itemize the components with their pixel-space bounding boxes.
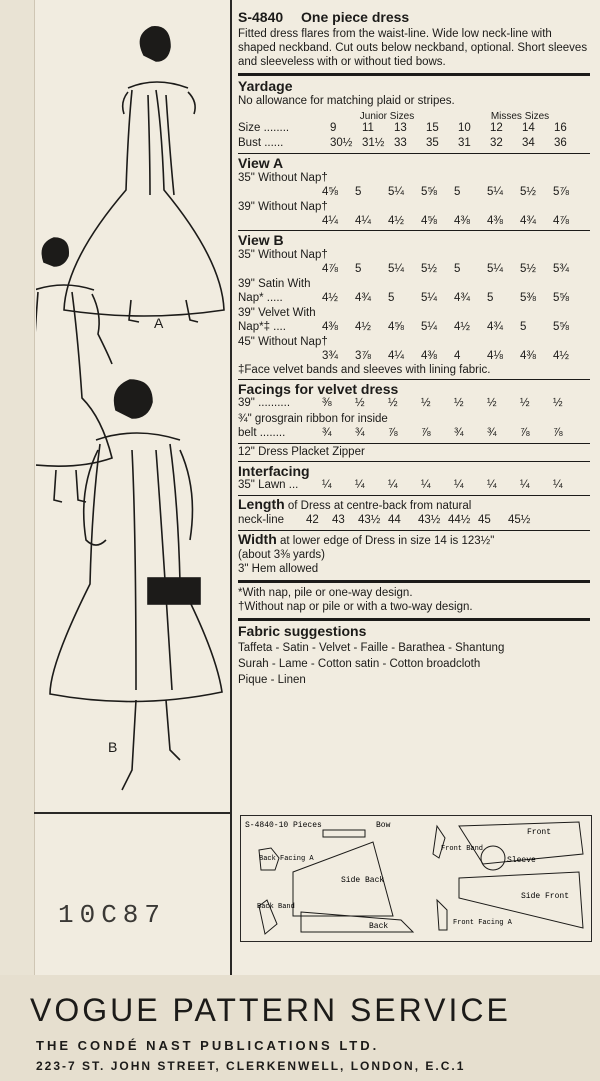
fabric-heading: Fabric suggestions [238,623,367,639]
fabric-line: Taffeta - Satin - Velvet - Faille - Barathea - Shantung [238,642,505,654]
facings-value: ½ [355,397,365,409]
view-b-yardage-value: 4⅜ [322,321,338,333]
size-value: 12 [490,122,503,134]
view-a-yardage-value: 5¼ [388,186,404,198]
ribbon-value: ¾ [355,427,365,439]
piece-sleeve: Sleeve [507,856,536,865]
view-b-yardage-value: 4 [454,350,461,362]
view-b-yardage-value: 4¾ [454,292,470,304]
ribbon-value: ⅞ [388,427,398,439]
view-a-yardage-value: 4⅜ [487,215,503,227]
size-value: 15 [426,122,439,134]
ribbon-label: belt ........ [238,427,286,439]
velvet-footnote: ‡Face velvet bands and sleeves with lining fabric. [238,364,491,376]
length-value: 44½ [448,514,471,526]
interfacing-label: 35" Lawn ... [238,479,299,491]
specs-column [238,10,590,688]
interfacing-value: ¼ [487,479,497,491]
length-value: 45 [478,514,491,526]
width-text: at lower edge of Dress in size 14 is 123½" [279,535,495,547]
size-value: 13 [394,122,407,134]
view-b-yardage-value: 4¾ [487,321,503,333]
view-a-yardage-value: 4¼ [355,215,371,227]
view-b-yardage-value: 5¼ [388,263,404,275]
view-b-yardage-value: 5½ [421,263,437,275]
no-nap-note: †Without nap or pile or with a two-way design. [238,601,473,613]
hem-allowance: 3" Hem allowed [238,563,319,575]
view-b-row-label-2: Nap*‡ .... [238,321,286,333]
yardage-note: No allowance for matching plaid or stripes. [238,95,455,107]
bust-label: Bust ...... [238,137,284,149]
view-b-yardage-value: 5⅝ [553,292,569,304]
view-a-yardage-value: 5½ [520,186,536,198]
ribbon-value: ¾ [487,427,497,439]
pattern-description: Fitted dress flares from the waist-line. Wide low neck-line with shaped neckband. Cut outs below neckband, optional. Short sleeves and sleeveless with or without tied bows. [238,28,588,68]
ribbon-value: ¾ [322,427,332,439]
ribbon-value: ⅞ [520,427,530,439]
bust-value: 33 [394,137,407,149]
ribbon-value: ¾ [454,427,464,439]
view-b-yardage-value: 5 [520,321,527,333]
pieces-title: S-4840-10 Pieces [245,821,322,830]
bust-value: 30½ [330,137,353,149]
interfacing-value: ¼ [421,479,431,491]
size-value: 14 [522,122,535,134]
facings-value: ½ [454,397,464,409]
view-a-yardage-value: 5 [355,186,362,198]
pattern-title: One piece dress [301,9,410,25]
bust-row [238,136,590,151]
view-b-yardage-value: 4½ [322,292,338,304]
view-b-letter: B [108,739,118,755]
facings-value: ⅜ [322,397,332,409]
interfacing-value: ¼ [388,479,398,491]
section-rule [238,495,590,496]
view-b-yardage-value: 4½ [553,350,569,362]
view-a-row-values [238,214,590,228]
view-b-yardage-value: 5 [355,263,362,275]
piece-back-facing: Back Facing A [259,855,314,863]
view-b-row-label-2: Nap* ..... [238,292,283,304]
left-divider [34,812,230,814]
length-label: neck-line [238,514,285,526]
interfacing-heading: Interfacing [238,463,310,479]
size-value: 9 [330,122,337,134]
view-b-yardage-value: 5¼ [421,292,437,304]
section-rule [238,461,590,462]
view-b-row-values [238,349,590,363]
pattern-header [238,10,590,24]
facings-value: ½ [388,397,398,409]
view-b-yardage-value: 5¼ [487,263,503,275]
fabric-list [238,640,590,688]
interfacing-value: ¼ [355,479,365,491]
view-a-yardage-value: 4⅜ [454,215,470,227]
view-b-yardage-value: 4⅝ [388,321,404,333]
view-b-heading: View B [238,232,284,248]
view-b-yardage-value: 4¾ [355,292,371,304]
junior-sizes-label: Junior Sizes [359,111,415,122]
facings-value: ½ [421,397,431,409]
address: 223-7 ST. JOHN STREET, CLERKENWELL, LONDON, E.C.1 [36,1059,466,1073]
view-b-row-label: 39" Velvet With [238,307,316,319]
dress-illustrations [36,0,230,810]
brand-name: VOGUE PATTERN SERVICE [30,992,511,1028]
view-a-yardage-value: 5¼ [487,186,503,198]
section-rule [238,73,590,76]
zipper-line: 12" Dress Placket Zipper [238,446,365,458]
misses-sizes-label: Misses Sizes [490,111,550,122]
view-b-yardage-value: 5 [454,263,461,275]
size-value: 11 [362,122,374,134]
piece-side-front: Side Front [521,892,570,901]
view-a-yardage-value: 4¼ [322,215,338,227]
width-heading: Width [238,531,277,547]
length-row [238,513,590,528]
size-value: 16 [554,122,567,134]
view-a-yardage-value: 4½ [388,215,404,227]
section-rule [238,230,590,231]
bust-value: 31 [458,137,471,149]
view-b-yardage-value: 5 [487,292,494,304]
view-b-yardage-value: 5¾ [553,263,569,275]
interfacing-value: ¼ [553,479,563,491]
publisher: THE CONDÉ NAST PUBLICATIONS LTD. [36,1038,380,1053]
piece-front-facing: Front Facing A [453,919,512,927]
view-b-yardage-value: 4½ [355,321,371,333]
view-b-row-values [238,320,590,334]
view-b-rows [238,248,590,363]
length-value: 43 [332,514,345,526]
fabric-line: Surah - Lame - Cotton satin - Cotton broadcloth [238,658,481,670]
view-a-yardage-value: 5⅝ [421,186,437,198]
bust-value: 31½ [362,137,385,149]
length-value: 44 [388,514,401,526]
size-groups [322,110,590,121]
size-label: Size ........ [238,122,290,134]
pattern-number: S-4840 [238,9,284,25]
interfacing-value: ¼ [454,479,464,491]
bust-value: 35 [426,137,439,149]
length-value: 43½ [418,514,441,526]
length-heading: Length [238,496,285,512]
piece-side-back: Side Back [341,876,385,885]
section-rule [238,530,590,531]
view-b-row-label: 45" Without Nap† [238,336,328,348]
view-a-rows [238,171,590,228]
facings-value: ½ [553,397,563,409]
section-rule [238,618,590,621]
view-b-yardage-value: 3⅞ [355,350,371,362]
view-a-yardage-value: 5 [454,186,461,198]
piece-back: Back [369,922,389,931]
fabric-line: Pique - Linen [238,674,306,686]
view-b-yardage-value: 3¾ [322,350,338,362]
width-line [238,532,590,548]
view-b-yardage-value: 4⅜ [520,350,536,362]
lot-number: 10C87 [58,900,167,930]
ribbon-row [238,426,590,441]
piece-front: Front [527,828,552,837]
facings-value: ½ [520,397,530,409]
section-rule [238,580,590,583]
view-a-yardage-value: 4⅞ [553,215,569,227]
piece-front-band: Front Band [441,845,484,853]
view-b-yardage-value: 5⅝ [553,321,569,333]
size-row [238,121,590,136]
section-rule [238,153,590,154]
view-b-yardage-value: 5¼ [421,321,437,333]
view-a-yardage-value: 4⅝ [421,215,437,227]
bust-value: 32 [490,137,503,149]
section-rule [238,379,590,380]
view-b-yardage-value: 4⅜ [421,350,437,362]
bust-value: 34 [522,137,535,149]
view-b-row-values [238,291,590,305]
view-b-yardage-value: 4¼ [388,350,404,362]
facings-heading: Facings for velvet dress [238,381,399,397]
yardage-heading: Yardage [238,78,293,94]
ribbon-value: ⅞ [421,427,431,439]
length-text: of Dress at centre-back from natural [287,500,472,512]
ribbon-value: ⅞ [553,427,563,439]
length-value: 42 [306,514,319,526]
interfacing-value: ¼ [322,479,332,491]
facings-value: ½ [487,397,497,409]
width-yards: (about 3⅜ yards) [238,549,325,561]
view-b-yardage-value: 4⅛ [487,350,503,362]
view-b-yardage-value: 5⅜ [520,292,536,304]
view-a-row-label: 39" Without Nap† [238,201,328,213]
facings-row [238,396,590,411]
interfacing-value: ¼ [520,479,530,491]
view-a-yardage-value: 4⅝ [322,186,338,198]
view-a-letter: A [154,315,164,331]
view-b-row-label: 35" Without Nap† [238,249,328,261]
nap-note: *With nap, pile or one-way design. [238,587,413,599]
column-divider [230,0,232,975]
view-b-row-values [238,262,590,276]
piece-back-band: Back Band [257,903,295,911]
view-b-row-label: 39" Satin With [238,278,311,290]
view-b-yardage-value: 5 [388,292,395,304]
view-b-yardage-value: 4⅞ [322,263,338,275]
piece-bow: Bow [376,821,391,830]
section-rule [238,443,590,444]
view-a-heading: View A [238,155,284,171]
view-a-row-values [238,185,590,199]
pattern-pieces-diagram [240,815,592,942]
ribbon-line: ¾" grosgrain ribbon for inside [238,413,388,425]
view-a-yardage-value: 4¾ [520,215,536,227]
length-value: 45½ [508,514,531,526]
length-line [238,497,590,513]
facings-label: 39" .......... [238,397,291,409]
view-a-row-label: 35" Without Nap† [238,172,328,184]
interfacing-row [238,478,590,493]
view-b-yardage-value: 5½ [520,263,536,275]
size-value: 10 [458,122,471,134]
length-value: 43½ [358,514,381,526]
view-a-yardage-value: 5⅞ [553,186,569,198]
bust-value: 36 [554,137,567,149]
view-b-yardage-value: 4½ [454,321,470,333]
